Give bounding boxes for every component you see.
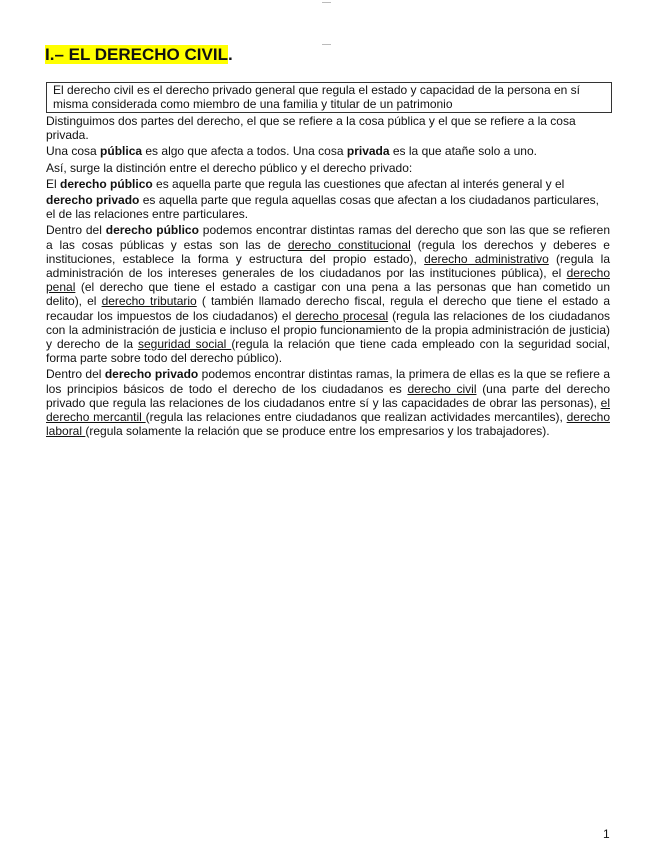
page-number: 1	[603, 827, 610, 841]
section-heading: I.– EL DERECHO CIVIL.	[45, 45, 233, 64]
header-mark	[322, 44, 331, 45]
paragraph: Distinguimos dos partes del derecho, el que se refiere a la cosa pública y el que se refiere a la cosa privada.	[46, 114, 576, 143]
paragraph-derecho-privado: Dentro del derecho privado podemos encontrar distintas ramas, la primera de ellas es la que se refiere a los principios básicos de todo el derecho de los ciudadanos es derecho civil (una parte del derecho privado que regula las relaciones de los ciudadanos entre sí y las capacidades de obrar las personas), el derecho mercantil (regula las relaciones entre ciudadanos que realizan actividades mercantiles), derecho laboral (regula solamente la relación que se produce entre los empresarios y los trabajadores).	[46, 367, 610, 439]
paragraph: El derecho público es aquella parte que regula las cuestiones que afectan al interés general y el	[46, 176, 565, 191]
paragraph-derecho-publico: Dentro del derecho público podemos encontrar distintas ramas del derecho que son las que se refieren a las cosas públicas y estas son las de derecho constitucional (regula los derechos y deberes e instituciones, establece la forma y estructura del propio estado), derecho administrativo (regula la administración de los intereses generales de los ciudadanos por las instituciones pública), el derecho penal (el derecho que tiene el estado a castigar con una pena a las personas que han cometido un delito), el derecho tributario ( también llamado derecho fiscal, regula el derecho que tiene el estado a recaudar los impuestos de los ciudadanos) el derecho procesal (regula las relaciones de los ciudadanos con la administración de justicia e incluso el propio funcionamiento de la propia administración de justicia) y derecho de la seguridad social (regula la relación que tiene cada empleado con la seguridad social, forma parte sobre todo del derecho público).	[46, 223, 611, 366]
body-text	[46, 114, 610, 440]
heading-highlight: I.– EL DERECHO CIVIL	[45, 45, 228, 64]
paragraph: Así, surge la distinción entre el derecho público y el derecho privado:	[46, 160, 413, 175]
paragraph: derecho privado es aquella parte que regula aquellas cosas que afectan a los ciudadanos particulares, el de las relaciones entre particulares.	[46, 193, 599, 222]
paragraph: Una cosa pública es algo que afecta a todos. Una cosa privada es la que atañe solo a uno.	[46, 144, 537, 159]
header-mark	[322, 2, 331, 3]
definition-box: El derecho civil es el derecho privado general que regula el estado y capacidad de la persona en sí misma considerada como miembro de una familia y titular de un patrimonio	[46, 82, 612, 113]
